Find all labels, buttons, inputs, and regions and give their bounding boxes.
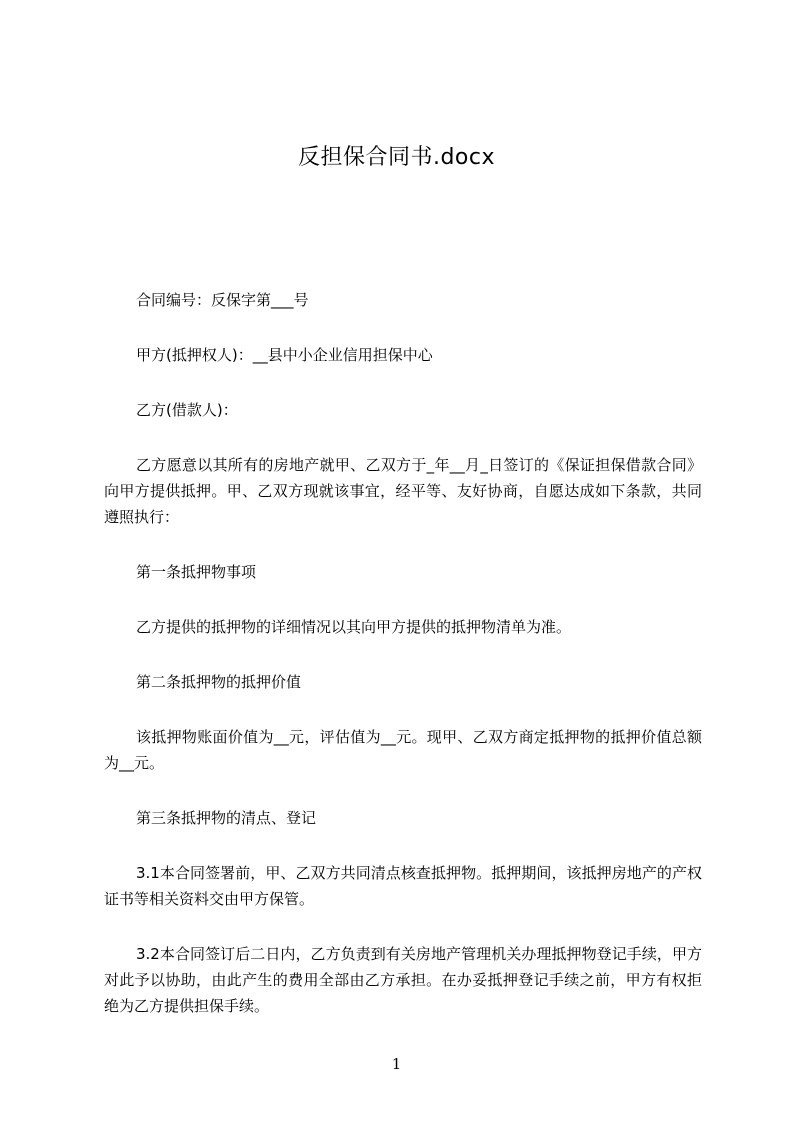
article-2-heading: 第二条抵押物的抵押价值 — [136, 673, 302, 691]
document-title: 反担保合同书.docx — [297, 145, 496, 170]
contract-number-line: 合同编号：反保字第___号 — [136, 291, 309, 309]
page-number: 1 — [391, 1055, 402, 1073]
article-3-heading: 第三条抵押物的清点、登记 — [136, 809, 317, 827]
intro-paragraph: 乙方愿意以其所有的房地产就甲、乙双方于_年__月_日签订的《保证担保借款合同》向甲方提供抵押。甲、乙双方现就该事宜，经平等、友好协商，自愿达成如下条款，共同遵照执行： — [104, 456, 702, 526]
document-body — [104, 287, 702, 1048]
article-1-heading: 第一条抵押物事项 — [136, 563, 257, 581]
clause-3-2-text: 3.2本合同签订后二日内，乙方负责到有关房地产管理机关办理抵押物登记手续，甲方对此予以协助，由此产生的费用全部由乙方承担。在办妥抵押登记手续之前，甲方有权拒绝为乙方提供担保手续。 — [104, 945, 702, 1015]
party-b-line: 乙方(借款人)： — [136, 401, 238, 419]
party-a-line: 甲方(抵押权人)：__县中小企业信用担保中心 — [136, 346, 433, 364]
clause-3-1-text: 3.1本合同签署前，甲、乙双方共同清点核查抵押物。抵押期间，该抵押房地产的产权证书等相关资料交由甲方保管。 — [104, 864, 702, 908]
article-2-text: 该抵押物账面价值为__元，评估值为__元。现甲、乙双方商定抵押物的抵押价值总额为__元。 — [104, 728, 702, 772]
article-1-text: 乙方提供的抵押物的详细情况以其向甲方提供的抵押物清单为准。 — [136, 618, 572, 636]
